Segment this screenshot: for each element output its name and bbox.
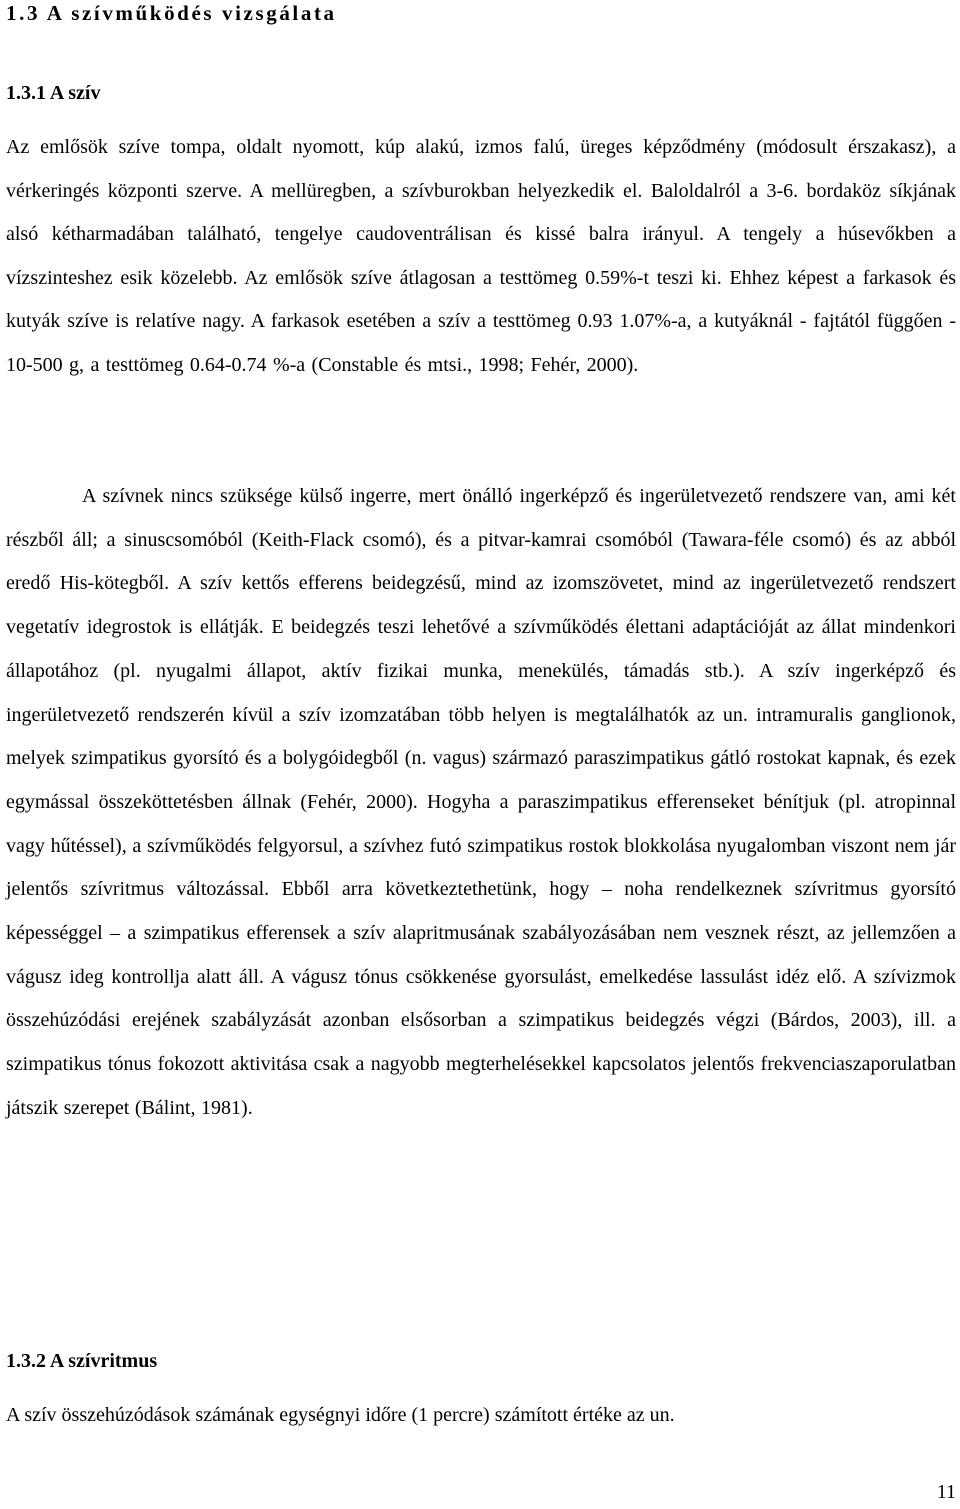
paragraph-heart-innervation: A szívnek nincs szüksége külső ingerre, mert önálló ingerképző és ingerületvezető rendszere van, ami két részből áll; a sinuscsomóból (Keith-Flack csomó), és a pitvar-kamrai csomóból (Tawara-féle csomó) és az abból eredő His-kötegből. A szív kettős efferens beidegzésű, mind az izomszövetet, mind az ingerületvezető rendszert vegetatív idegrostok is ellátják. E beidegzés teszi lehetővé a szívműködés élettani adaptációját az állat mindenkori állapotához (pl. nyugalmi állapot, aktív fizikai munka, menekülés, támadás stb.). A szív ingerképző és ingerületvezető rendszerén kívül a szív izomzatában több helyen is megtalálhatók az un. intramuralis ganglionok, melyek szimpatikus gyorsító és a bolygóidegből (n. vagus) származó paraszimpatikus gátló rostokat kapnak, és ezek egymással összeköttetésben állnak (Fehér, 2000). Hogyha a paraszimpatikus efferenseket bénítjuk (pl. atropinnal vagy hűtéssel), a szívműködés felgyorsul, a szívhez futó szimpatikus rostok blokkolása nyugalomban viszont nem jár jelentős szívritmus változással. Ebből arra következtethetünk, hogy – noha rendelkeznek szívritmus gyorsító képességgel – a szimpatikus efferensek a szív alapritmusának szabályozásában nem vesznek részt, az jellemzően a vágusz ideg kontrollja alatt áll. A vágusz tónus csökkenése gyorsulást, emelkedése lassulást idéz elő. A szívizmok összehúzódási erejének szabályzását azonban elsősorban a szimpatikus beidegzés végzi (Bárdos, 2003), ill. a szimpatikus tónus fokozott aktivitása csak a nagyobb megterhelésekkel kapcsolatos jelentős frekvenciaszaporulatban játszik szerepet (Bálint, 1981).	[6, 485, 956, 1119]
paragraph-heart-rate: A szív összehúzódások számának egységnyi időre (1 percre) számított értéke az un.	[6, 1404, 675, 1426]
paragraph-heart-anatomy: Az emlősök szíve tompa, oldalt nyomott, kúp alakú, izmos falú, üreges képződmény (módosult érszakasz), a vérkeringés központi szerve. A mellüregben, a szívburokban helyezkedik el. Baloldalról a 3-6. bordaköz síkjának alsó kétharmadában található, tengelye caudoventrálisan és kissé balra irányul. A tengely a húsevőkben a vízszinteshez esik közelebb. Az emlősök szíve átlagosan a testtömeg 0.59%-t teszi ki. Ehhez képest a farkasok és kutyák szíve is relatíve nagy. A farkasok esetében a szív a testtömeg 0.93 1.07%-a, a kutyáknál - fajtától függően - 10-500 g, a testtömeg 0.64-0.74 %-a (Constable és mtsi., 1998; Fehér, 2000).	[6, 136, 956, 376]
section-heading: 1.3 A szívműködés vizsgálata	[6, 1, 337, 25]
subsection-heading-heart: 1.3.1 A szív	[6, 82, 101, 104]
subsection-heading-heart-rhythm: 1.3.2 A szívritmus	[6, 1350, 158, 1372]
page-number: 11	[936, 1481, 956, 1503]
